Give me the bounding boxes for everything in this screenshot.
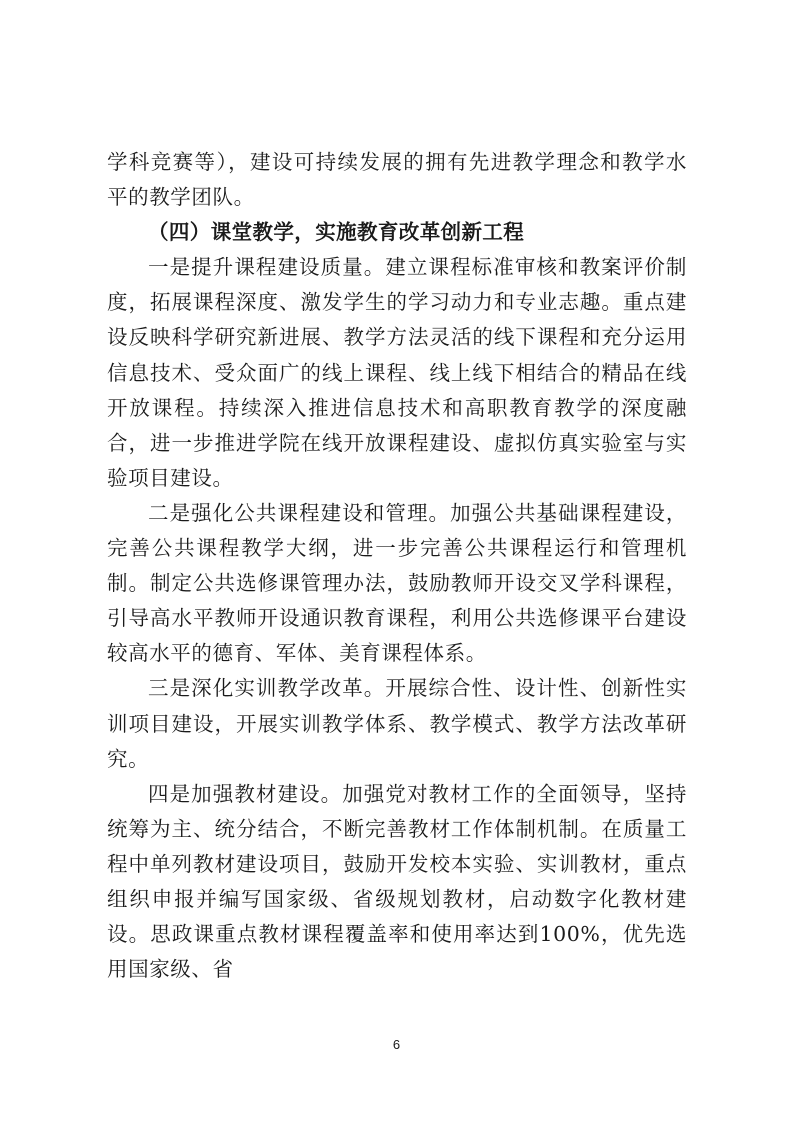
paragraph-practical-training: 三是深化实训教学改革。开展综合性、设计性、创新性实训项目建设，开展实训教学体系、教学模式、教学方法改革研究。 [107, 676, 687, 771]
section-heading: （四）课堂教学，实施教育改革创新工程 [148, 220, 525, 245]
paragraph-continuation: 学科竞赛等），建设可持续发展的拥有先进教学理念和教学水平的教学团队。 [107, 150, 687, 210]
page-number: 6 [392, 1037, 401, 1052]
paragraph-course-quality: 一是提升课程建设质量。建立课程标准审核和教案评价制度，拓展课程深度、激发学生的学习动力和专业志趣。重点建设反映科学研究新进展、教学方法灵活的线下课程和充分运用信息技术、受众面广的线上课程、线上线下相结合的精品在线开放课程。持续深入推进信息技术和高职教育教学的深度融合，进一步推进学院在线开放课程建设、虚拟仿真实验室与实验项目建设。 [107, 255, 687, 490]
paragraph-textbooks: 四是加强教材建设。加强党对教材工作的全面领导，坚持统筹为主、统分结合，不断完善教材工作体制机制。在质量工程中单列教材建设项目，鼓励开发校本实验、实训教材，重点组织申报并编写国家级、省级规划教材，启动数字化教材建设。思政课重点教材课程覆盖率和使用率达到100%，优先选用国家级、省 [107, 781, 687, 982]
document-body [107, 145, 687, 987]
paragraph-public-courses: 二是强化公共课程建设和管理。加强公共基础课程建设，完善公共课程教学大纲，进一步完善公共课程运行和管理机制。制定公共选修课管理办法，鼓励教师开设交叉学科课程，引导高水平教师开设通识教育课程，利用公共选修课平台建设较高水平的德育、军体、美育课程体系。 [107, 500, 687, 666]
